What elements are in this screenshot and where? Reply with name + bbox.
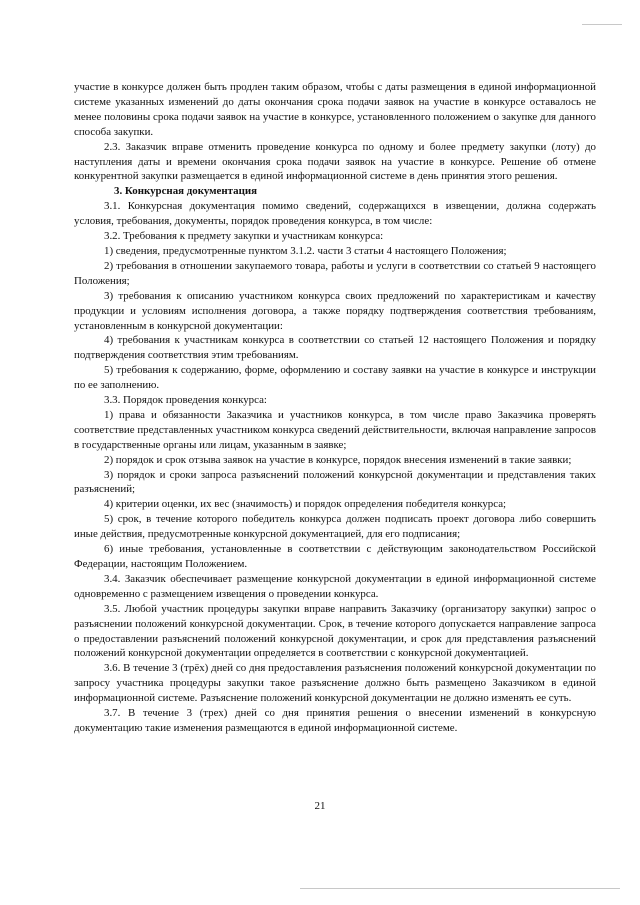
scan-mark-bottom xyxy=(300,888,620,889)
paragraph: 2) требования в отношении закупаемого товара, работы и услуги в соответствии со статьей 9 настоящего Положения; xyxy=(74,259,596,287)
paragraph: 4) критерии оценки, их вес (значимость) и порядок определения победителя конкурса; xyxy=(104,498,507,511)
document-body xyxy=(74,80,596,736)
paragraph: 1) сведения, предусмотренные пунктом 3.1.2. части 3 статьи 4 настоящего Положения; xyxy=(104,244,507,257)
paragraph: 3.6. В течение 3 (трёх) дней со дня предоставления разъяснения положений конкурсной документации по запросу участника процедуры закупки такое разъяснение должно быть размещено Заказчиком в единой информационной системе. Разъяснение положений конкурсной документации не должно изменять ее суть. xyxy=(74,662,596,705)
paragraph: 1) права и обязанности Заказчика и участников конкурса, в том числе право Заказчика проверять соответствие представленных участником конкурса сведений действительности, включая направление запросов в государственные органы или лицам, указанным в заявке; xyxy=(74,408,596,451)
paragraph: 3.4. Заказчик обеспечивает размещение конкурсной документации в единой информационной системе одновременно с размещением извещения о проведении конкурса. xyxy=(74,572,596,600)
paragraph: 2.3. Заказчик вправе отменить проведение конкурса по одному и более предмету закупки (лоту) до наступления даты и времени окончания срока подачи заявок на участие в конкурсе. Решение об отмене конкурентной закупки размещается в единой информационной системе в день принятия этого решения. xyxy=(74,140,596,183)
paragraph: 3.7. В течение 3 (трех) дней со дня принятия решения о внесении изменений в конкурсную документацию такие изменения размещаются в единой информационной системе. xyxy=(74,707,596,734)
paragraph: 3) требования к описанию участником конкурса своих предложений по характеристикам и качеству продукции и условиям исполнения договора, а также порядку подтверждения соответствия требованиям, установленным в конкурсной документации: xyxy=(74,289,596,332)
paragraph: 2) порядок и срок отзыва заявок на участие в конкурсе, порядок внесения изменений в такие заявки; xyxy=(104,453,572,466)
paragraph: 3.2. Требования к предмету закупки и участникам конкурса: xyxy=(104,230,384,243)
paragraph: 5) требования к содержанию, форме, оформлению и составу заявки на участие в конкурсе и инструкции по ее заполнению. xyxy=(74,364,596,392)
scan-mark-top xyxy=(582,24,622,25)
paragraph: 4) требования к участникам конкурса в соответствии со статьей 12 настоящего Положения и порядку подтверждения соответствия этим требованиям. xyxy=(74,334,596,362)
paragraph: 6) иные требования, установленные в соответствии с действующим законодательством Российской Федерации, настоящим Положением. xyxy=(74,543,596,570)
paragraph: 3.1. Конкурсная документация помимо сведений, содержащихся в извещении, должна содержать условия, требования, документы, порядок проведения конкурса, в том числе: xyxy=(74,200,596,228)
paragraph: 3.5. Любой участник процедуры закупки вправе направить Заказчику (организатору закупки) запрос о разъяснении положений конкурсной документации. Срок, в течение которого допускается направление запроса о предоставлении разъяснений положений конкурсной документации, и срок для представления разъяснений положений конкурсной документации определяется в соответствии с конкурсной документацией. xyxy=(74,602,596,660)
paragraph: участие в конкурсе должен быть продлен таким образом, чтобы с даты размещения в единой информационной системе указанных изменений до даты окончания срока подачи заявок на участие в конкурсе оставалось не менее половины срока подачи заявок на участие в конкурсе, установленного положением о закупке для данного способа закупки. xyxy=(74,81,596,138)
paragraph: 3) порядок и сроки запроса разъяснений положений конкурсной документации и представления таких разъяснений; xyxy=(74,468,596,496)
page-number: 21 xyxy=(314,800,326,812)
paragraph: 3.3. Порядок проведения конкурса: xyxy=(104,394,267,407)
paragraph: 5) срок, в течение которого победитель конкурса должен подписать проект договора либо совершить иные действия, предусмотренные конкурсной документацией, для его подписания; xyxy=(74,513,596,541)
section-heading: 3. Конкурсная документация xyxy=(114,185,258,198)
